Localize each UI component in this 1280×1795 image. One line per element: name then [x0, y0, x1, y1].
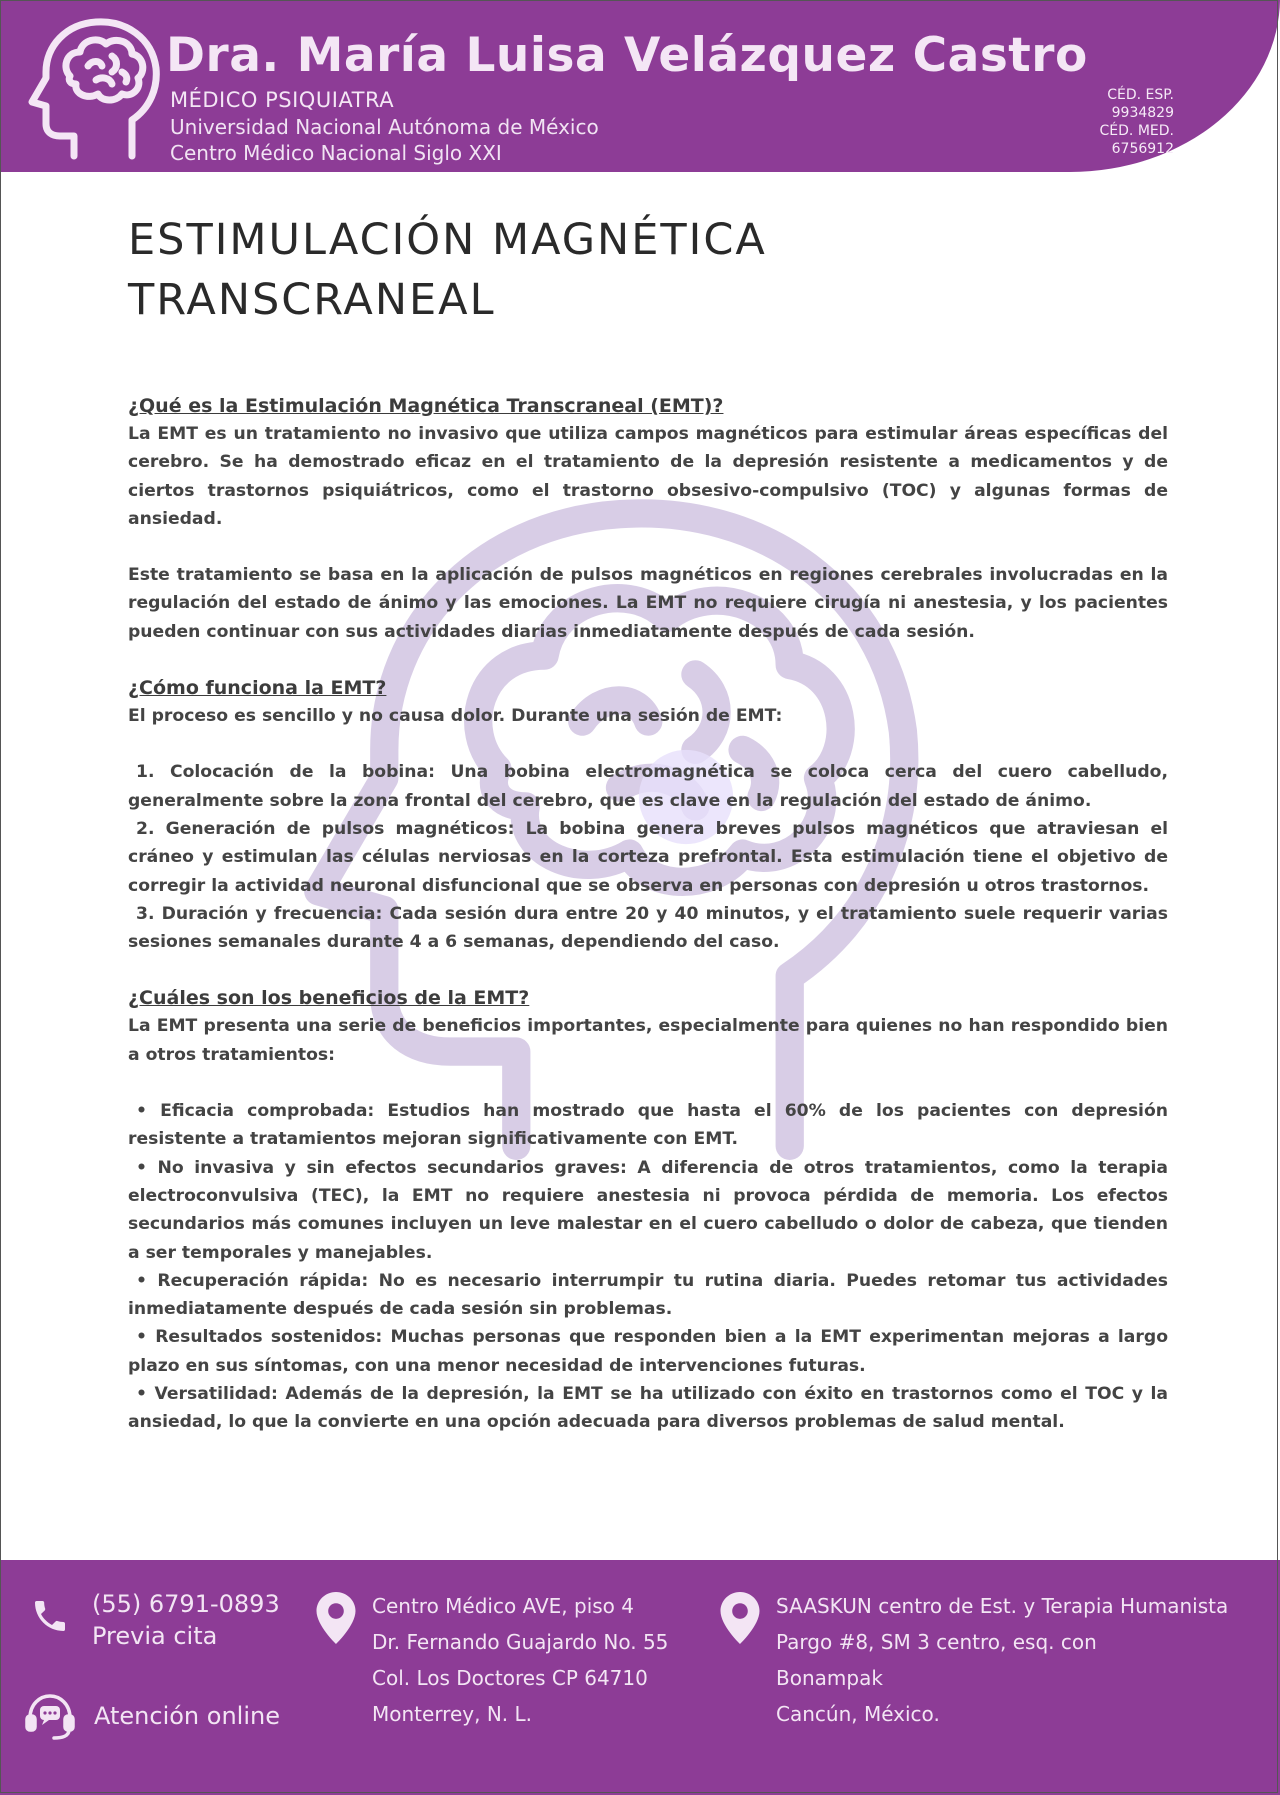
- professional-license-block: [1100, 86, 1174, 158]
- list-item: 1. Colocación de la bobina: Una bobina electromagnética se coloca cerca del cuero cabelludo, generalmente sobre la zona frontal del cerebro, que es clave en la regulación del estado de ánimo.: [128, 762, 1168, 811]
- online-consultation: Atención online: [94, 1702, 280, 1730]
- address-cancun: SAASKUN centro de Est. y Terapia Humanista Pargo #8, SM 3 centro, esq. con Bonampak Cancún, México.: [776, 1594, 1229, 1726]
- ced-med-label: CÉD. MED.: [1099, 123, 1174, 139]
- phone-note: Previa cita: [92, 1622, 218, 1650]
- list-item: 3. Duración y frecuencia: Cada sesión dura entre 20 y 40 minutos, y el tratamiento suele requerir varias sesiones semanales durante 4 a 6 semanas, dependiendo del caso.: [128, 903, 1168, 953]
- phone-icon: [30, 1596, 70, 1636]
- headset-chat-icon: [22, 1688, 78, 1744]
- address-monterrey: Centro Médico AVE, piso 4 Dr. Fernando Guajardo No. 55 Col. Los Doctores CP 64710 Monterrey, N. L.: [372, 1594, 669, 1726]
- document-body: [128, 210, 1168, 1437]
- paragraph: La EMT es un tratamiento no invasivo que utiliza campos magnéticos para estimular áreas específicas del cerebro. Se ha demostrado eficaz en el tratamiento de la depresión resistente a medicamentos y de ciertos trastornos psiquiátricos, como el trastorno obsesivo-compulsivo (TOC) y algunas formas de ansiedad.: [128, 424, 1168, 529]
- section-heading-benefits: ¿Cuáles son los beneficios de la EMT?: [128, 987, 530, 1010]
- letterhead-header: [0, 0, 1280, 172]
- list-item: 2. Generación de pulsos magnéticos: La bobina genera breves pulsos magnéticos que atraviesan el cráneo y estimulan las células nerviosas en la corteza prefrontal. Esta estimulación tiene el objetivo de corregir la actividad neuronal disfuncional que se observa en personas con depresión u otros trastornos.: [128, 818, 1168, 896]
- list-item: • No invasiva y sin efectos secundarios graves: A diferencia de otros tratamientos, como la terapia electroconvulsiva (TEC), la EMT no requiere anestesia ni provoca pérdida de memoria. Los efectos secundarios más comunes incluyen un leve malestar en el cuero cabelludo o dolor de cabeza, que tienden a ser temporales y manejables.: [128, 1157, 1168, 1263]
- document-title: ESTIMULACIÓN MAGNÉTICA TRANSCRANEAL: [128, 215, 767, 325]
- location-pin-icon: [720, 1592, 760, 1644]
- section-heading-what-is: ¿Qué es la Estimulación Magnética Transcraneal (EMT)?: [128, 395, 724, 417]
- specialty: MÉDICO PSIQUIATRA: [170, 88, 395, 112]
- section-heading-how-it-works: ¿Cómo funciona la EMT?: [128, 677, 387, 700]
- paragraph: Este tratamiento se basa en la aplicación de pulsos magnéticos en regiones cerebrales involucradas en la regulación del estado de ánimo y las emociones. La EMT no requiere cirugía ni anestesia, y los pacientes pueden continuar con sus actividades diarias inmediatamente después de cada sesión.: [128, 565, 1168, 642]
- ced-esp-label: CÉD. ESP.: [1107, 87, 1174, 103]
- brain-head-icon: [26, 16, 166, 162]
- doctor-name: Dra. María Luisa Velázquez Castro: [166, 28, 1088, 83]
- paragraph: El proceso es sencillo y no causa dolor. Durante una sesión de EMT:: [128, 706, 783, 727]
- contact-phone: [92, 1588, 280, 1652]
- ced-esp-number: 9934829: [1111, 105, 1174, 121]
- list-item: • Recuperación rápida: No es necesario interrumpir tu rutina diaria. Puedes retomar tus actividades inmediatamente después de cada sesión sin problemas.: [128, 1270, 1168, 1320]
- letterhead-footer: [0, 1560, 1280, 1795]
- university: Universidad Nacional Autónoma de México: [170, 115, 599, 139]
- ced-med-number: 6756912: [1111, 141, 1174, 157]
- hospital: Centro Médico Nacional Siglo XXI: [170, 141, 502, 165]
- list-item: • Versatilidad: Además de la depresión, la EMT se ha utilizado con éxito en trastornos como el TOC y la ansiedad, lo que la convierte en una opción adecuada para diversos problemas de salud mental.: [128, 1384, 1168, 1433]
- list-item: • Resultados sostenidos: Muchas personas que responden bien a la EMT experimentan mejoras a largo plazo en sus síntomas, con una menor necesidad de intervenciones futuras.: [128, 1327, 1168, 1376]
- paragraph: La EMT presenta una serie de beneficios importantes, especialmente para quienes no han respondido bien a otros tratamientos:: [128, 1016, 1168, 1065]
- list-item: • Eficacia comprobada: Estudios han mostrado que hasta el 60% de los pacientes con depresión resistente a tratamientos mejoran significativamente con EMT.: [128, 1101, 1168, 1150]
- location-pin-icon: [316, 1592, 356, 1644]
- phone-number: (55) 6791-0893: [92, 1590, 280, 1618]
